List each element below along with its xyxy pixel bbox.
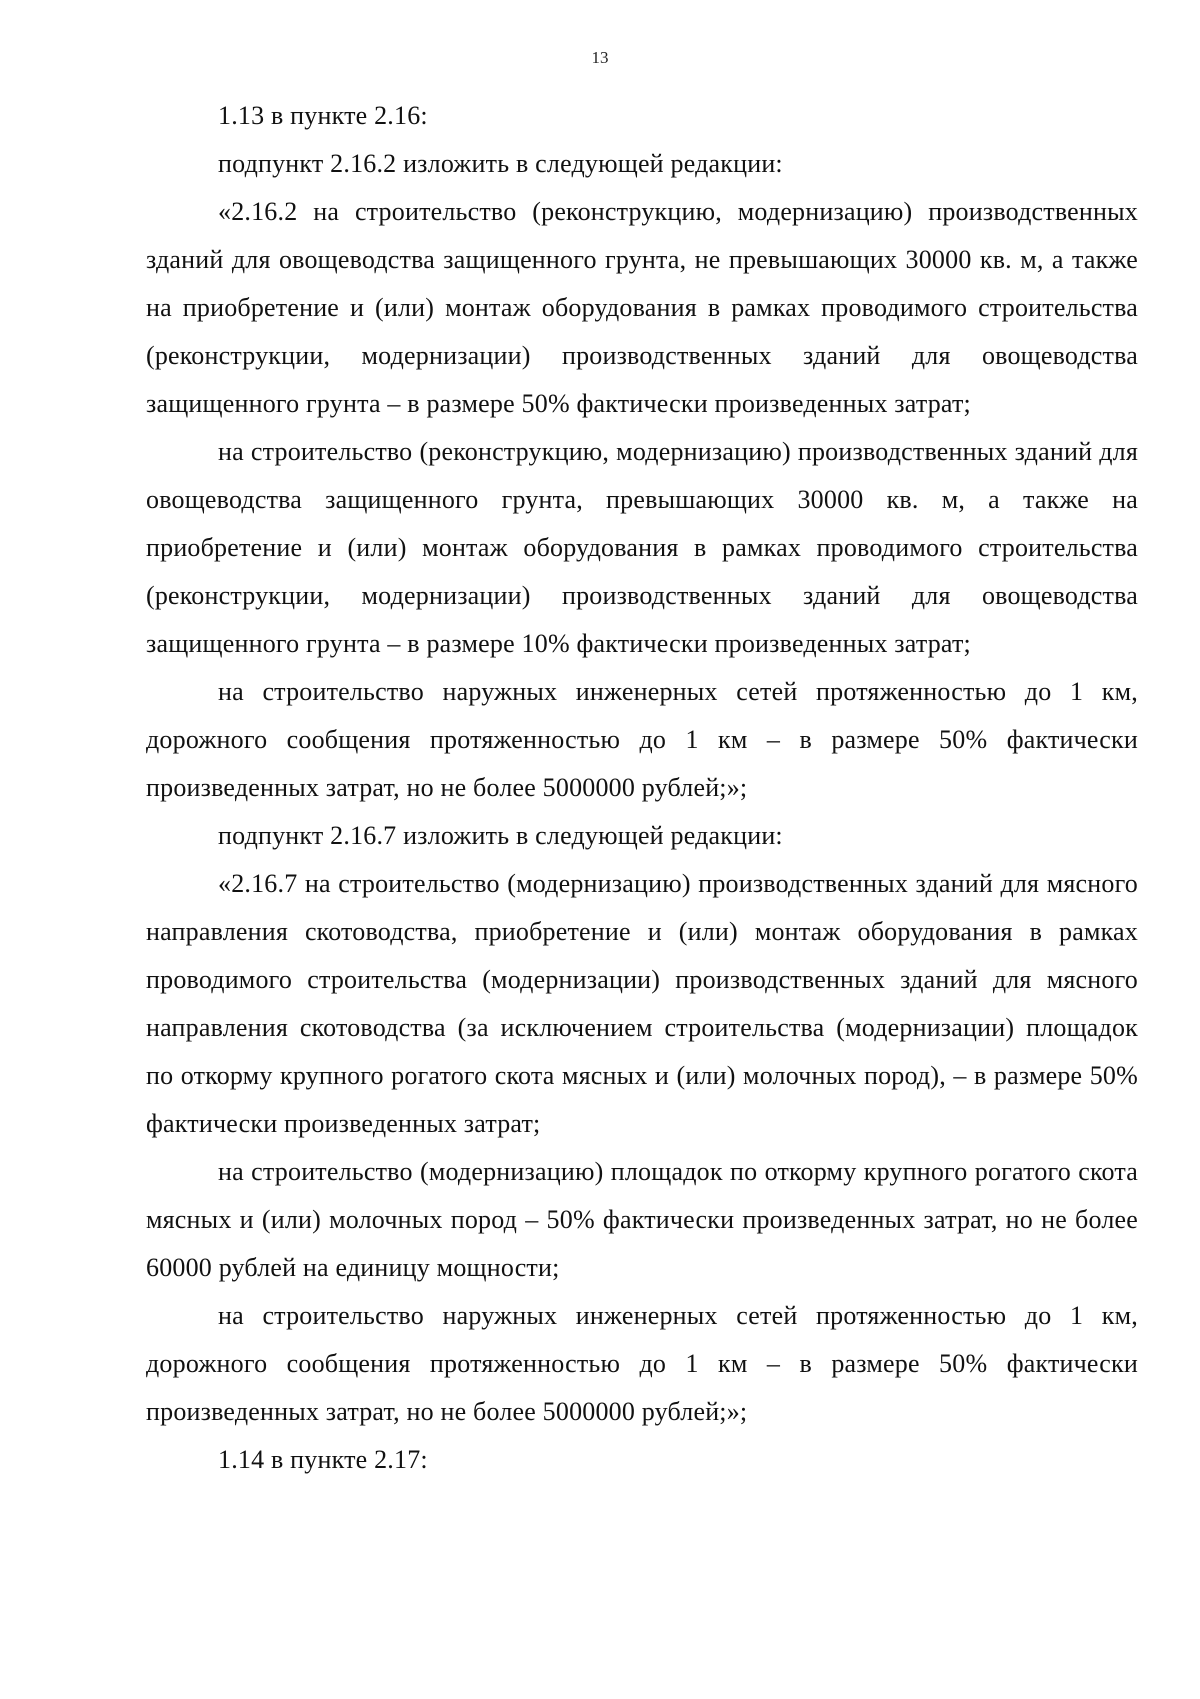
paragraph-subitem-2-16-2-intro: подпункт 2.16.2 изложить в следующей редакции: — [218, 149, 783, 178]
paragraph-subitem-2-16-7-intro: подпункт 2.16.7 изложить в следующей редакции: — [218, 821, 783, 850]
paragraph-2-16-2-networks: на строительство наружных инженерных сетей протяженностью до 1 км, дорожного сообщения протяженностью до 1 км – в размере 50% фактически произведенных затрат, но не более 5000000 рублей;»; — [146, 677, 1138, 802]
paragraph-2-16-2-text: «2.16.2 на строительство (реконструкцию, модернизацию) производственных зданий для овощеводства защищенного грунта, не превышающих 30000 кв. м, а также на приобретение и (или) монтаж оборудования в рамках проводимого строительства (реконструкции, модернизации) производственных зданий для овощеводства защищенного грунта – в размере 50% фактически произведенных затрат; — [146, 197, 1138, 418]
paragraph-1-13-heading: 1.13 в пункте 2.16: — [218, 101, 428, 130]
paragraph-2-16-7-text: «2.16.7 на строительство (модернизацию) производственных зданий для мясного направления скотоводства, приобретение и (или) монтаж оборудования в рамках проводимого строительства (модернизации) производственных зданий для мясного направления скотоводства (за исключением строительства (модернизации) площадок по откорму крупного рогатого скота мясных и (или) молочных пород), – в размере 50% фактически произведенных затрат; — [146, 869, 1138, 1138]
document-body — [146, 92, 1138, 1484]
page-number: 13 — [591, 48, 609, 67]
paragraph-2-16-2-large-area: на строительство (реконструкцию, модернизацию) производственных зданий для овощеводства защищенного грунта, превышающих 30000 кв. м, а также на приобретение и (или) монтаж оборудования в рамках проводимого строительства (реконструкции, модернизации) производственных зданий для овощеводства защищенного грунта – в размере 10% фактически произведенных затрат; — [146, 437, 1138, 658]
paragraph-2-16-7-networks: на строительство наружных инженерных сетей протяженностью до 1 км, дорожного сообщения протяженностью до 1 км – в размере 50% фактически произведенных затрат, но не более 5000000 рублей;»; — [146, 1301, 1138, 1426]
paragraph-2-16-7-feedlots: на строительство (модернизацию) площадок по откорму крупного рогатого скота мясных и (или) молочных пород – 50% фактически произведенных затрат, но не более 60000 рублей на единицу мощности; — [146, 1157, 1138, 1282]
paragraph-1-14-heading: 1.14 в пункте 2.17: — [218, 1445, 428, 1474]
